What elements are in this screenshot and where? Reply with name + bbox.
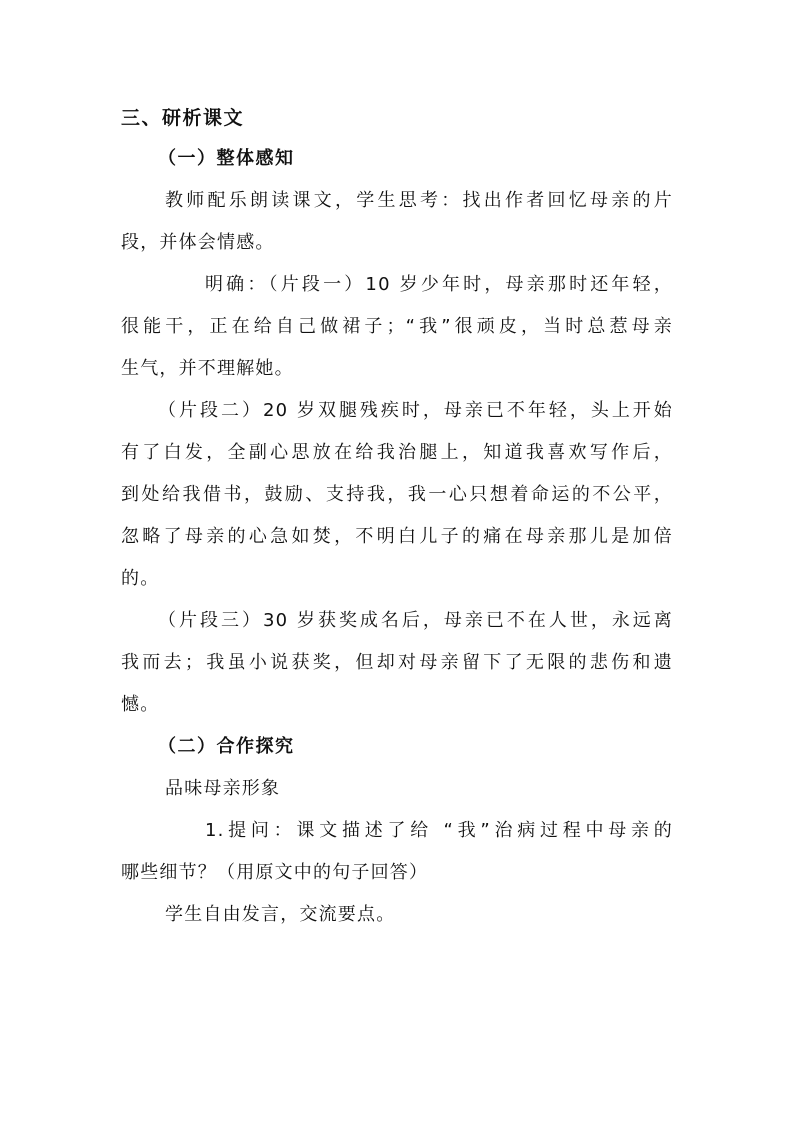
- segment3-line-1: （片段三）30 岁获奖成名后，母亲已不在人世，永远离: [158, 610, 673, 631]
- segment2-line-5: 的。: [121, 568, 160, 589]
- segment2-line-1: （片段二）20 岁双腿残疾时，母亲已不年轻，头上开始: [158, 400, 673, 421]
- part1-intro-line-2: 段，并体会情感。: [121, 232, 275, 253]
- part1-intro-line-1: 教师配乐朗读课文，学生思考：找出作者回忆母亲的片: [165, 190, 673, 211]
- question-line-1: 1.提问：课文描述了给 “我”治病过程中母亲的: [205, 820, 673, 841]
- segment3-line-3: 憾。: [121, 694, 160, 715]
- question-line-2: 哪些细节？（用原文中的句子回答）: [121, 862, 429, 883]
- part2-title: （二）合作探究: [158, 736, 295, 757]
- section-title: 三、研析课文: [121, 107, 245, 129]
- segment1-line-1: 明确：（片段一）10 岁少年时，母亲那时还年轻，: [205, 274, 673, 295]
- segment2-line-4: 忽略了母亲的心急如焚，不明白儿子的痛在母亲那儿是加倍: [121, 526, 673, 547]
- segment1-line-2: 很能干，正在给自己做裙子；“我”很顽皮，当时总惹母亲: [121, 316, 673, 337]
- segment3-line-2: 我而去；我虽小说获奖，但却对母亲留下了无限的悲伤和遗: [121, 652, 673, 673]
- segment2-line-3: 到处给我借书，鼓励、支持我，我一心只想着命运的不公平，: [121, 484, 673, 505]
- segment2-line-2: 有了白发，全副心思放在给我治腿上，知道我喜欢写作后，: [121, 442, 673, 463]
- segment1-line-3: 生气，并不理解她。: [121, 358, 294, 379]
- part2-topic: 品味母亲形象: [165, 778, 281, 799]
- answer-line: 学生自由发言，交流要点。: [165, 904, 396, 925]
- part1-title: （一）整体感知: [158, 148, 295, 169]
